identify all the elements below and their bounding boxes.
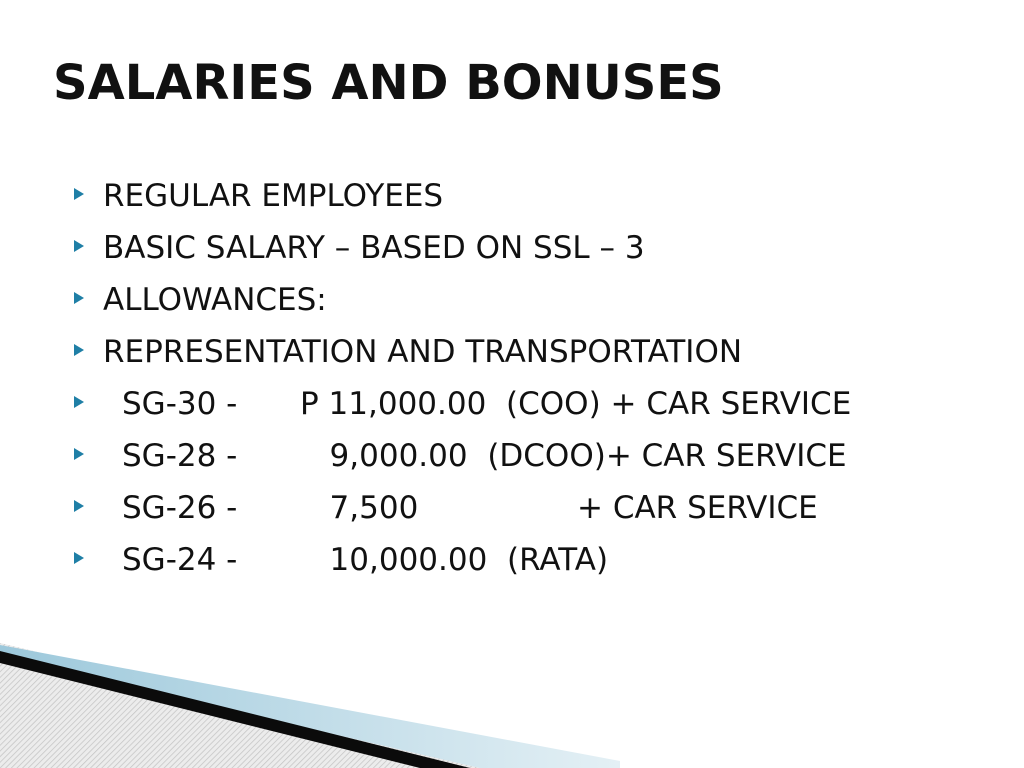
bullet-list bbox=[74, 170, 851, 586]
bullet-arrow-icon bbox=[74, 500, 84, 512]
salary-grade-item bbox=[74, 534, 851, 586]
bullet-arrow-icon bbox=[74, 240, 84, 252]
salary-grade-note: + CAR SERVICE bbox=[577, 490, 818, 526]
salary-grade-amount: P 11,000.00 (COO) + CAR SERVICE bbox=[300, 386, 852, 422]
bullet-item bbox=[74, 274, 851, 326]
bullet-arrow-icon bbox=[74, 188, 84, 200]
salary-grade-item bbox=[74, 482, 851, 534]
bullet-item bbox=[74, 170, 851, 222]
salary-grade-amount: 9,000.00 (DCOO)+ CAR SERVICE bbox=[300, 438, 847, 474]
bullet-item bbox=[74, 326, 851, 378]
bullet-arrow-icon bbox=[74, 292, 84, 304]
salary-grade-item bbox=[74, 430, 851, 482]
salary-grade-amount: 10,000.00 (RATA) bbox=[300, 542, 609, 578]
salary-grade-code: SG-30 - bbox=[122, 386, 238, 422]
bullet-text: BASIC SALARY – BASED ON SSL – 3 bbox=[103, 230, 645, 266]
bullet-arrow-icon bbox=[74, 344, 84, 356]
salary-grade-item bbox=[74, 378, 851, 430]
salary-grade-code: SG-24 - bbox=[122, 542, 238, 578]
salary-grade-code: SG-28 - bbox=[122, 438, 238, 474]
salary-grade-line bbox=[103, 438, 847, 474]
salary-grade-line bbox=[103, 490, 818, 526]
salary-grade-line bbox=[103, 386, 851, 422]
salary-grade-amount: 7,500 bbox=[300, 490, 419, 526]
slide-title: SALARIES AND BONUSES bbox=[53, 55, 724, 111]
salary-grade-line bbox=[103, 542, 608, 578]
bullet-text: REGULAR EMPLOYEES bbox=[103, 178, 444, 214]
bullet-arrow-icon bbox=[74, 396, 84, 408]
bullet-text: REPRESENTATION AND TRANSPORTATION bbox=[103, 334, 743, 370]
bullet-item bbox=[74, 222, 851, 274]
bullet-text: ALLOWANCES: bbox=[103, 282, 327, 318]
bullet-arrow-icon bbox=[74, 448, 84, 460]
salary-grade-code: SG-26 - bbox=[122, 490, 238, 526]
corner-decoration bbox=[0, 643, 620, 768]
bullet-arrow-icon bbox=[74, 552, 84, 564]
